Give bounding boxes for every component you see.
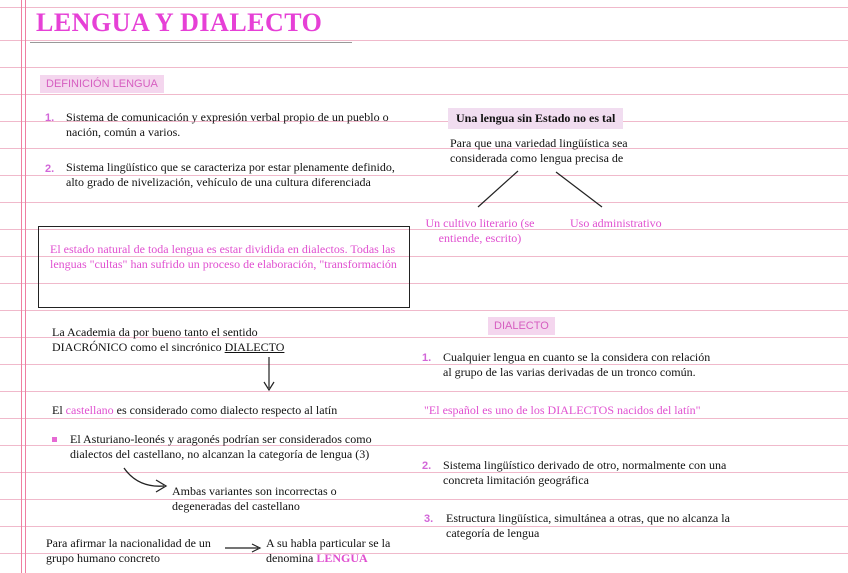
asturiano-text: El Asturiano-leonés y aragonés podrían ser considerados como dialectos del castellano, no alcanzan la categoría de lengua (3) xyxy=(70,432,372,461)
item-number: 1. xyxy=(422,352,432,364)
page-title: LENGUA Y DIALECTO xyxy=(36,8,323,37)
dialecto-item-3: Estructura lingüística, simultánea a otras, que no alcanza la categoría de lengua xyxy=(446,511,730,540)
ambas-text: Ambas variantes son incorrectas o degeneradas del castellano xyxy=(172,484,337,513)
definicion-item-1: Sistema de comunicación y expresión verbal propio de un pueblo o nación, común a varios. xyxy=(66,110,389,139)
para-que-text: Para que una variedad lingüística sea considerada como lengua precisa de xyxy=(450,136,628,165)
item-number: 1. xyxy=(45,112,55,124)
dialecto-underlined: DIALECTO xyxy=(224,340,285,354)
branch-line-left xyxy=(478,171,518,207)
academia-line-1: La Academia da por bueno tanto el sentido xyxy=(52,325,258,339)
dialecto-item-1: Cualquier lengua en cuanto se la considera con relación al grupo de las varias derivadas de un tronco común. xyxy=(443,350,711,379)
definicion-lengua-tag: DEFINICIÓN LENGUA xyxy=(40,75,164,93)
branch-uso-administrativo: Uso administrativo xyxy=(570,216,662,230)
dialecto-item-2: Sistema lingüístico derivado de otro, normalmente con una concreta limitación geográfica xyxy=(443,458,727,487)
item-number: 2. xyxy=(45,163,55,175)
branch-line-right xyxy=(556,172,602,207)
afirmar-text: Para afirmar la nacionalidad de un grupo humano concreto xyxy=(46,536,211,565)
lengua-word: LENGUA xyxy=(316,551,368,565)
academia-line-2 xyxy=(52,340,284,355)
castellano-post: es considerado como dialecto respecto al latín xyxy=(116,403,338,417)
academia-text: DIACRÓNICO como el sincrónico xyxy=(52,340,222,354)
espanol-quote: "El español es uno de los DIALECTOS nacidos del latín" xyxy=(424,403,701,417)
branch-cultivo-literario: Un cultivo literario (se entiende, escrito) xyxy=(425,216,535,245)
bullet-icon xyxy=(52,437,57,442)
item-number: 3. xyxy=(424,513,434,525)
habla-pre: A su habla particular se la denomina xyxy=(266,536,391,565)
castellano-pre: El xyxy=(52,403,63,417)
castellano-word: castellano xyxy=(65,403,114,417)
sin-estado-tag: Una lengua sin Estado no es tal xyxy=(448,108,623,129)
dialecto-tag: DIALECTO xyxy=(488,317,555,335)
title-underline xyxy=(30,42,352,43)
item-number: 2. xyxy=(422,460,432,472)
castellano-sentence xyxy=(52,403,337,418)
habla-text xyxy=(266,536,416,566)
curved-arrow xyxy=(124,468,164,486)
definicion-item-2: Sistema lingüístico que se caracteriza por estar plenamente definido, alto grado de nivelización, vehículo de una cultura diferenciada xyxy=(66,160,395,189)
estado-natural-text: El estado natural de toda lengua es estar dividida en dialectos. Todas las lenguas "cultas" han sufrido un proceso de elaboración, "transformación xyxy=(50,242,397,271)
